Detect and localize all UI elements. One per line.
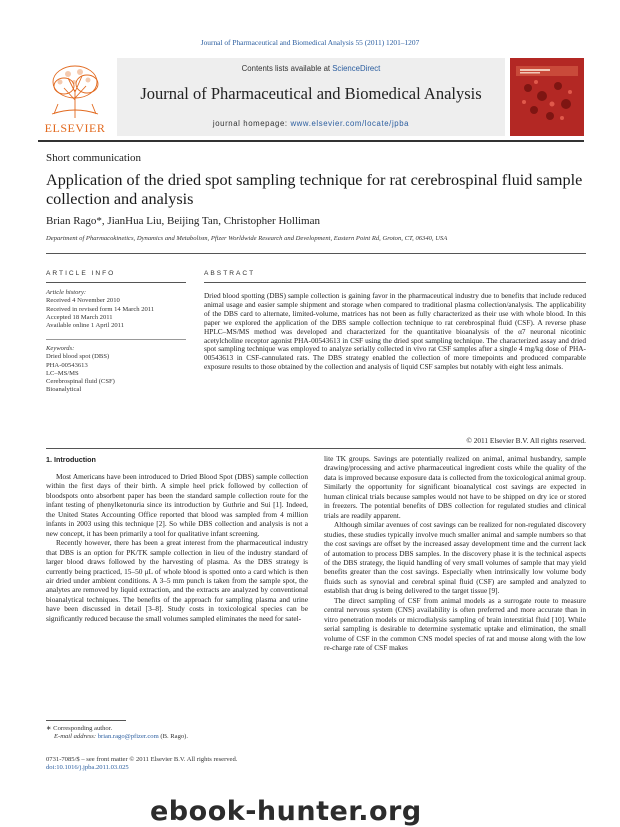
author-affiliation: Department of Pharmacokinetics, Dynamics and Metabolism, Pfizer Worldwide Research and Development, Eastern Point Rd, Groton, CT, 06340, USA bbox=[46, 235, 448, 242]
author-email-link[interactable]: brian.rago@pfizer.com bbox=[97, 733, 159, 741]
watermark-text: ebook-hunter.org bbox=[150, 796, 422, 827]
body-column-right bbox=[324, 454, 586, 653]
history-accepted: Accepted 18 March 2011 bbox=[46, 313, 113, 321]
history-received: Received 4 November 2010 bbox=[46, 297, 120, 305]
body-paragraph: Most Americans have been introduced to Dried Blood Spot (DBS) sample collection within the first days of their birth. A simple heel prick followed by collection of bloodspots onto absorbent paper has been the standard sample collection route for the infant testing of phenylketonuria since its introduction by Guthrie and Sui [1]. Indeed, the United States Accounting Office reported that blood was sampled from 4 million infants in 2003 using this technique [2]. So while DBS collection and analysis is not a new concept, it has been primarily a tool for qualitative infant screening. bbox=[46, 472, 308, 538]
email-suffix: (B. Rago). bbox=[158, 733, 189, 741]
elsevier-tree-icon bbox=[44, 60, 106, 120]
article-info-heading: ARTICLE INFO bbox=[46, 270, 116, 277]
elsevier-wordmark: ELSEVIER bbox=[44, 121, 106, 135]
body-paragraph: Although similar avenues of cost savings can be realized for non-regulated discovery studies, these studies typically involve much smaller animal and sample numbers so that the cost savings are offset by the increased assay development time and the current lack of automation to process DBS samples. In the discovery phase it is the technical aspects of the DBS strategy, the liquid handling of very small volumes of sample that may yield benefits greater than the cost savings. Especially when intrinsically low volume body fluids such as synovial and cerebral spinal fluid (CSF) are sampled and analyzed to establish that drug is being delivered to the target tissue [9]. bbox=[324, 520, 586, 596]
homepage-prefix: journal homepage: bbox=[212, 119, 291, 128]
keyword-item: Bioanalytical bbox=[46, 386, 82, 394]
title-rule bbox=[46, 253, 586, 254]
footnote-rule bbox=[46, 720, 126, 721]
keywords bbox=[46, 345, 191, 395]
history-online: Available online 1 April 2011 bbox=[46, 322, 125, 330]
journal-title: Journal of Pharmaceutical and Biomedical Analysis bbox=[140, 84, 482, 103]
keyword-item: PHA-00543613 bbox=[46, 361, 88, 369]
journal-citation[interactable]: Journal of Pharmaceutical and Biomedical Analysis 55 (2011) 1201–1207 bbox=[200, 38, 420, 47]
info-divider bbox=[46, 339, 186, 340]
keyword-item: Dried blood spot (DBS) bbox=[46, 353, 110, 361]
body-paragraph: lite TK groups. Savings are potentially realized on animal, animal husbandry, sample drawing/processing and active pharmaceutical ingredient costs while the quality of the data is improved because exposure data is collected from the toxicological animal group. Similarly the opportunity for significant bioanalytical cost savings are expected in human clinical trials because samples would not have to be shipped on dry ice or stored in freezers. The potential benefits of DBS collection for regulated studies and clinical trials are readily apparent. bbox=[324, 454, 586, 520]
history-label: Article history: bbox=[46, 289, 87, 296]
issn-doi-block bbox=[46, 756, 237, 773]
author-list: Brian Rago*, JianHua Liu, Beijing Tan, Christopher Holliman bbox=[46, 215, 320, 227]
article-title: Application of the dried spot sampling technique for rat cerebrospinal fluid sample collection and analysis bbox=[46, 171, 583, 208]
body-paragraph: The direct sampling of CSF from animal models as a surrogate route to measure central nervous system (CNS) availability is often preferred and more accurate than in vitro penetration models or microdialysis sampling of brain interstitial fluid [10]. While serial sampling is desirable to determine systematic uptake and elimination, the small volume of CSF in the common CNS model species of rat and mouse along with the low re-charge rate of CSF makes bbox=[324, 595, 586, 653]
email-label: E-mail address: bbox=[54, 733, 98, 741]
issn-line: 0731-7085/$ – see front matter © 2011 Elsevier B.V. All rights reserved. bbox=[46, 756, 238, 763]
keyword-item: LC–MS/MS bbox=[46, 369, 79, 377]
abstract-bottom-rule bbox=[46, 448, 586, 449]
doi-link[interactable]: doi:10.1016/j.jpba.2011.03.025 bbox=[46, 764, 129, 772]
article-type: Short communication bbox=[46, 152, 142, 164]
abstract-rule bbox=[204, 282, 586, 283]
email-line bbox=[46, 733, 188, 741]
body-paragraph: Recently however, there has been a great interest from the pharmaceutical industry that DBS is an option for PK/TK sample collection in lieu of the industry standard of larger blood draws followed by the harvesting of plasma. As the DBS strategy is currently being practiced, 15–50 μL of whole blood is spotted onto a card which is then air dried under ambient conditions. A 3–5 mm punch is taken from the sample spot, the analytes are removed by liquid extraction, and the extracts are analyzed by conventional bioanalytical techniques. The benefits of the approach for sampling plasma and urine have been discussed in detail [3–8]. Study costs in toxicological species can be significantly reduced because the small volumes sampled eliminates the need for satel- bbox=[46, 538, 308, 623]
homepage-link[interactable]: www.elsevier.com/locate/jpba bbox=[290, 119, 410, 128]
keywords-label: Keywords: bbox=[46, 345, 75, 352]
body-column-left bbox=[46, 472, 308, 623]
sciencedirect-link[interactable]: ScienceDirect bbox=[332, 64, 381, 73]
journal-homepage bbox=[117, 119, 505, 128]
masthead-rule bbox=[38, 140, 584, 142]
abstract-heading: ABSTRACT bbox=[204, 270, 256, 277]
article-info-rule bbox=[46, 282, 186, 283]
abstract-text: Dried blood spotting (DBS) sample collection is gaining favor in the pharmaceutical industry due to benefits that include reduced animal usage and easier sample shipment and storage when compared to traditional plasma collection/analysis. The applicability of the DBS card to alternate, limited-volume, matrices has not been as fully characterized as their use with whole blood. In this paper we explored the application of the DBS sample collection technique to rat cerebrospinal fluid (CSF). A reverse phase HPLC–MS/MS method was developed and characterized for the quantitative bioanalysis of the α7 neuronal nicotinic acetylcholine receptor agonist PHA-00543613 in CSF using the dried spot sampling technique. The characterized assay and dried spot sampling technique was employed to analyze serially collected in vivo rat CSF samples after a single 4 mg/kg dose of PHA-00543613 in CSF-cannulated rats. The DBS strategy enabled the collection of more timepoints and produced comparable exposure results to those obtained by the collection and analysis of liquid CSF samples but notably with eight less animals. bbox=[204, 291, 586, 372]
keyword-item: Cerebrospinal fluid (CSF) bbox=[46, 378, 115, 386]
article-history bbox=[46, 289, 191, 330]
journal-banner bbox=[117, 58, 505, 136]
intro-heading: 1. Introduction bbox=[46, 455, 96, 464]
elsevier-logo[interactable] bbox=[38, 58, 112, 136]
journal-cover-thumbnail[interactable] bbox=[510, 58, 584, 136]
corresponding-author-note bbox=[46, 725, 188, 742]
corresponding-label: ∗ Corresponding author. bbox=[46, 725, 113, 732]
history-revised: Received in revised form 14 March 2011 bbox=[46, 305, 155, 313]
contents-line bbox=[117, 64, 505, 73]
cover-art-icon bbox=[516, 66, 578, 128]
contents-prefix: Contents lists available at bbox=[241, 64, 333, 73]
masthead bbox=[38, 58, 584, 138]
abstract-copyright: © 2011 Elsevier B.V. All rights reserved. bbox=[466, 436, 586, 445]
